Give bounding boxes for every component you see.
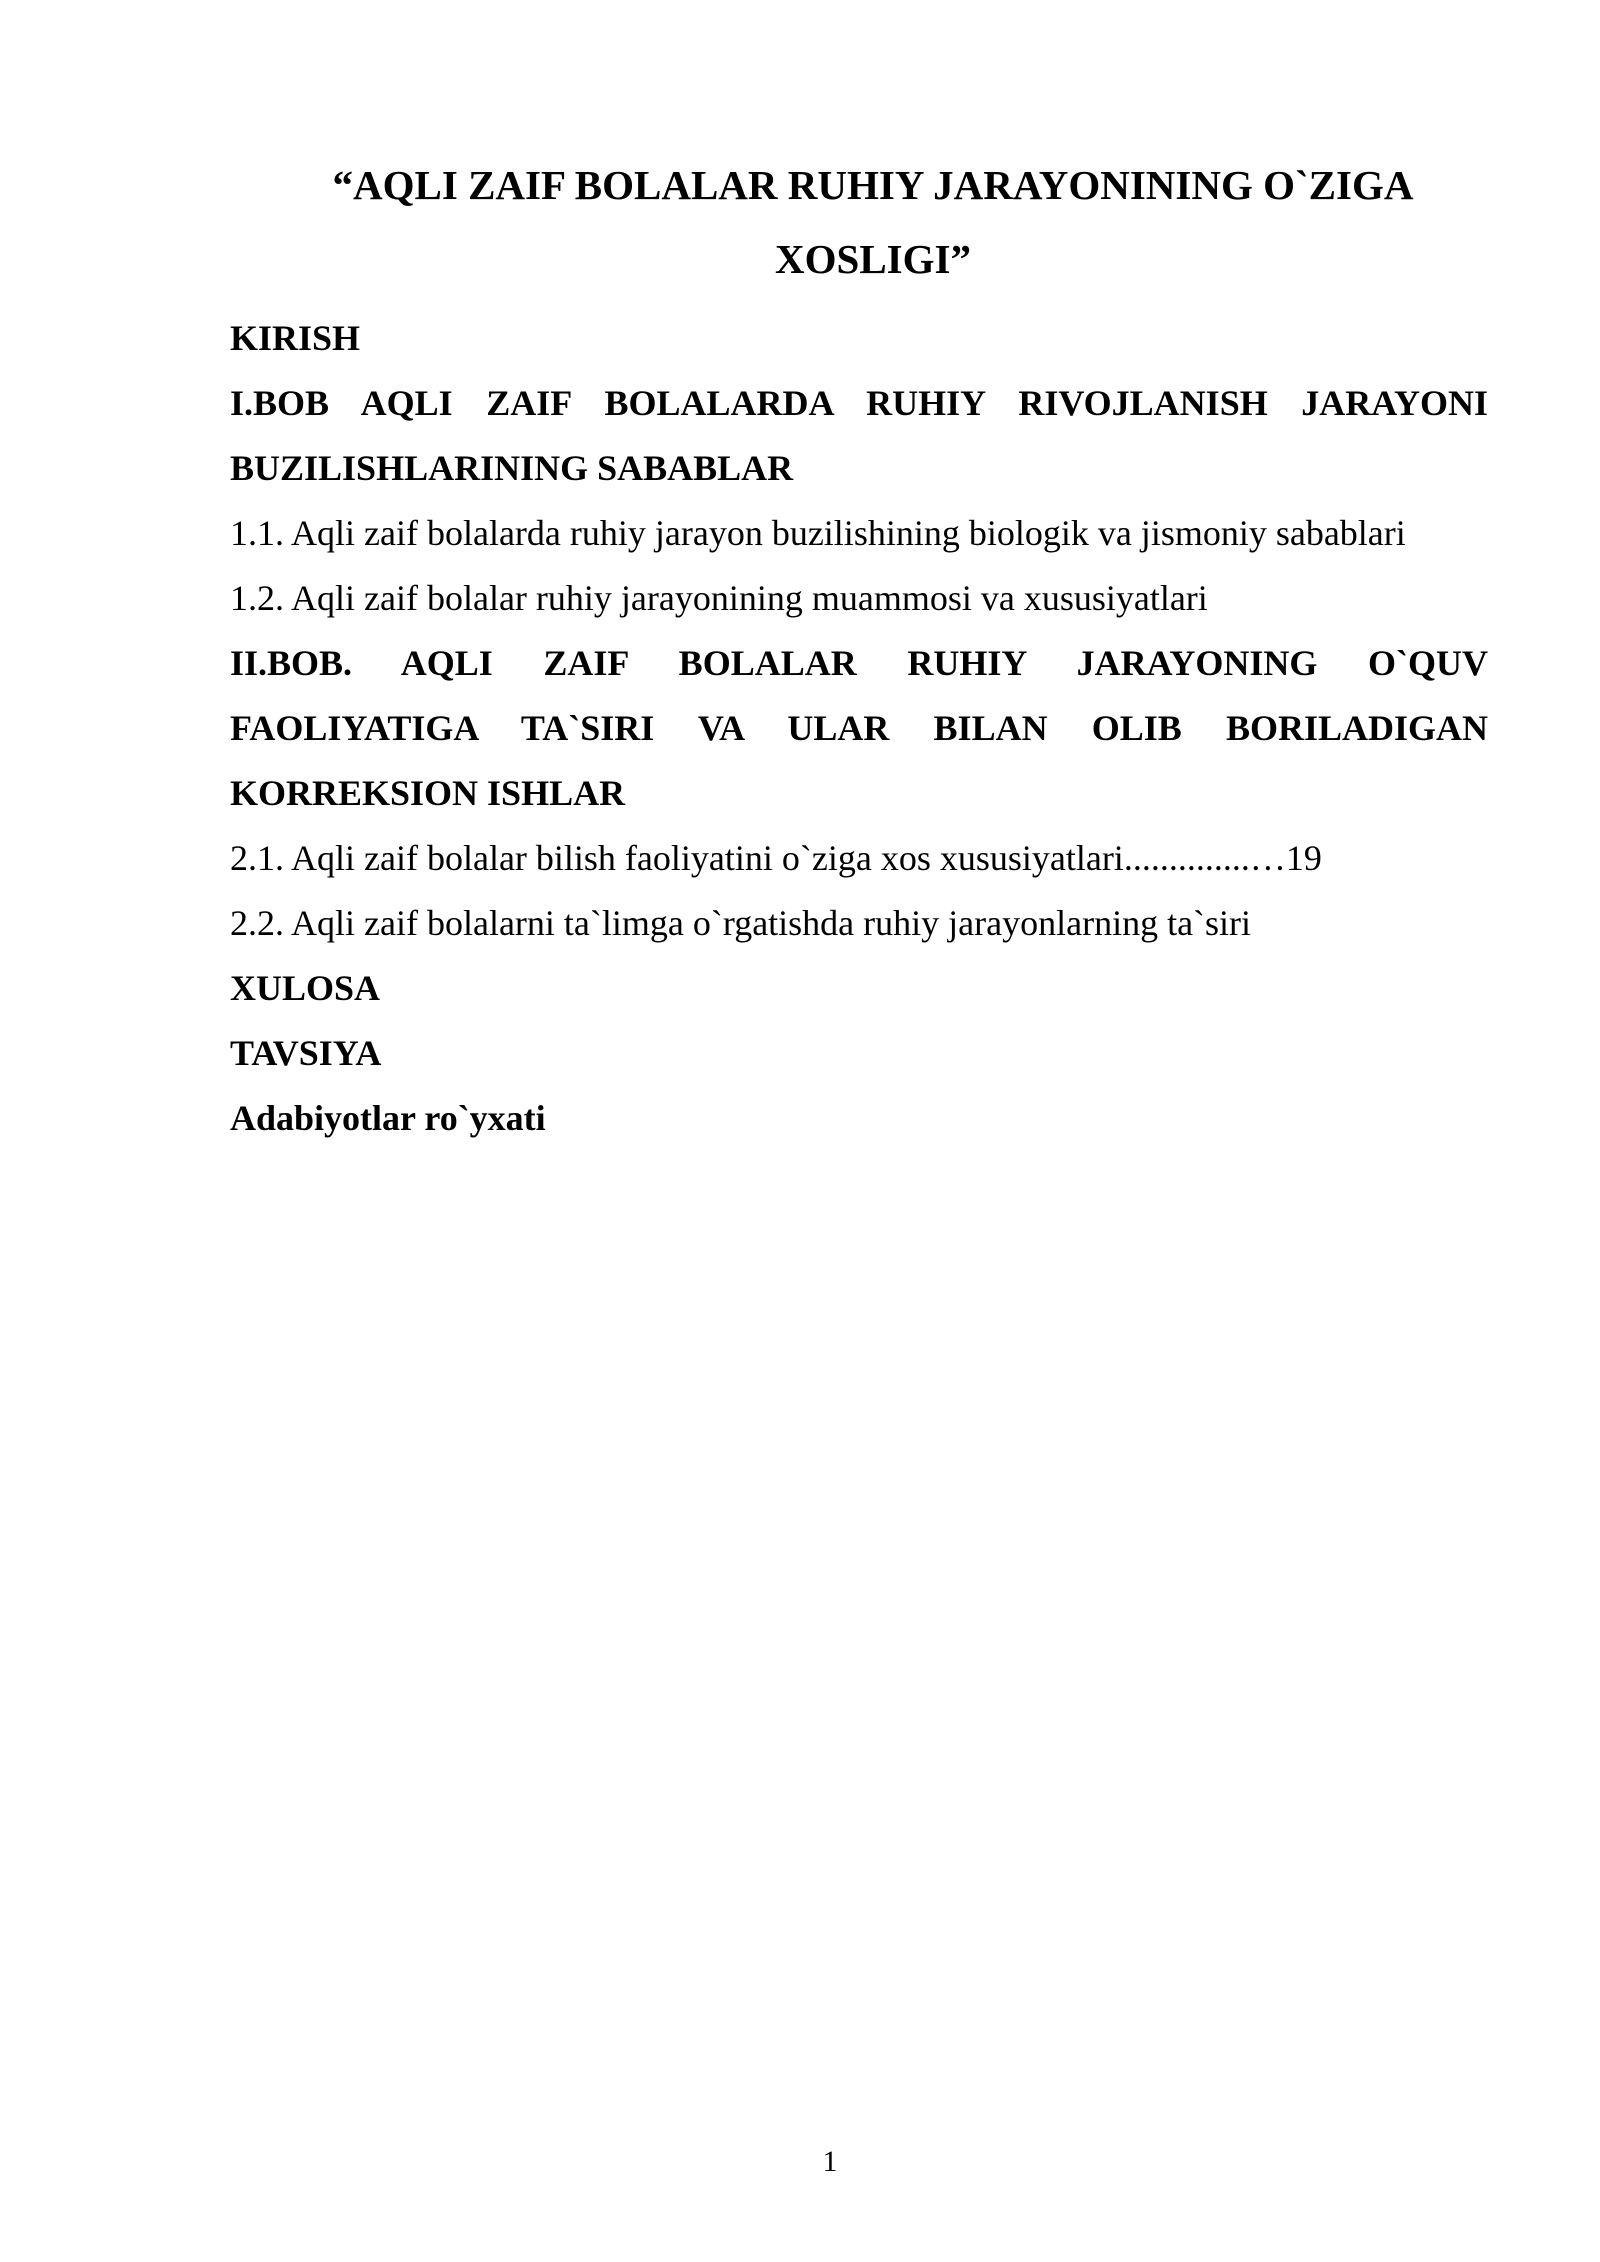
page-number: 1 — [822, 2145, 838, 2178]
table-of-contents — [230, 306, 1488, 1151]
toc-item-section-2-2: 2.2. Aqli zaif bolalarni ta`limga o`rgatishda ruhiy jarayonlarning ta`siri — [230, 903, 1252, 943]
toc-item-introduction: KIRISH — [230, 318, 361, 358]
toc-item-bibliography: Adabiyotlar ro`yxati — [230, 1098, 546, 1138]
toc-item-chapter-2: II.BOB. AQLI ZAIF BOLALAR RUHIY JARAYONING O`QUV FAOLIYATIGA TA`SIRI VA ULAR BILAN OLIB BORILADIGAN KORREKSION ISHLAR — [230, 643, 1488, 813]
toc-item-conclusion: XULOSA — [230, 968, 381, 1008]
toc-item-chapter-1: I.BOB AQLI ZAIF BOLALARDA RUHIY RIVOJLANISH JARAYONI BUZILISHLARINING SABABLAR — [230, 383, 1488, 488]
toc-item-section-1-2: 1.2. Aqli zaif bolalar ruhiy jarayonining muammosi va xususiyatlari — [230, 578, 1208, 618]
document-title: “AQLI ZAIF BOLALAR RUHIY JARAYONINING O`ZIGA XOSLIGI” — [332, 162, 1414, 282]
toc-item-section-2-1: 2.1. Aqli zaif bolalar bilish faoliyatini o`ziga xos xususiyatlari..............…19 — [230, 838, 1322, 878]
toc-item-recommendations: TAVSIYA — [230, 1033, 382, 1073]
page-content — [230, 148, 1488, 1151]
toc-item-section-1-1: 1.1. Aqli zaif bolalarda ruhiy jarayon buzilishining biologik va jismoniy sabablari — [230, 513, 1406, 553]
